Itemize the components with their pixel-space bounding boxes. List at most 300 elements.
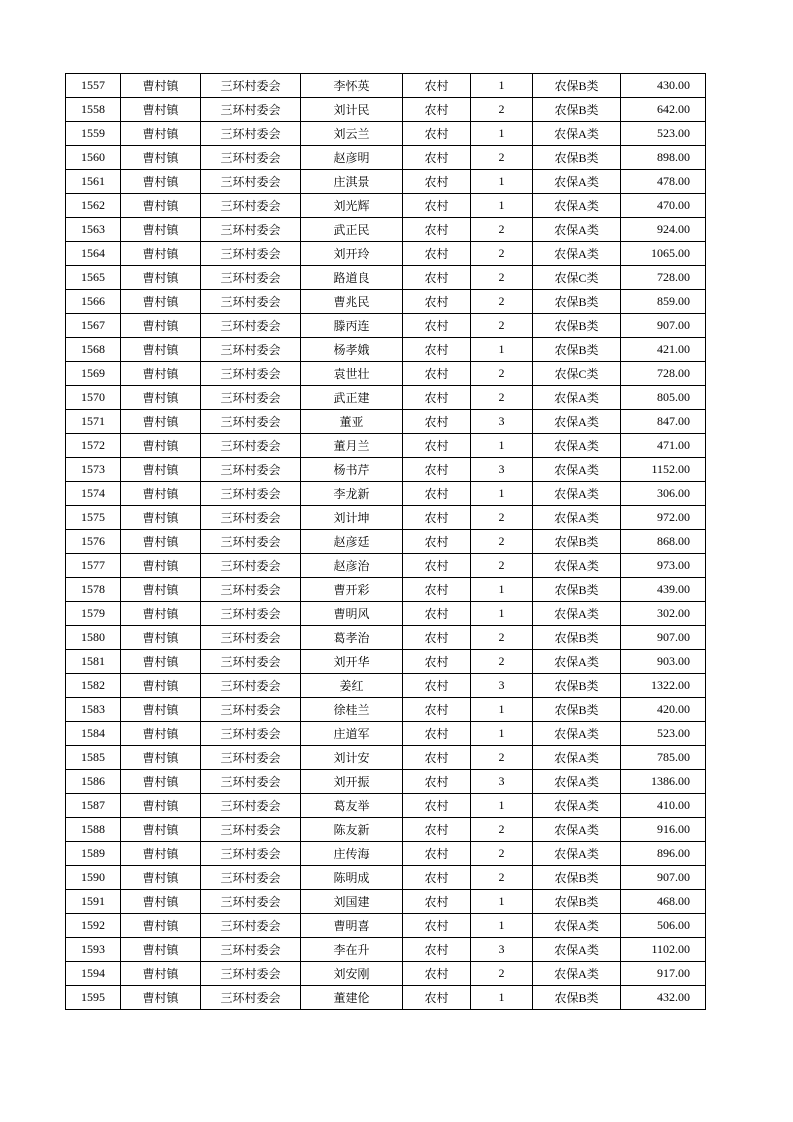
cell-id: 1557: [66, 74, 121, 98]
cell-id: 1595: [66, 986, 121, 1010]
cell-category: 农保A类: [533, 650, 621, 674]
cell-committee: 三环村委会: [201, 626, 301, 650]
cell-committee: 三环村委会: [201, 938, 301, 962]
cell-committee: 三环村委会: [201, 482, 301, 506]
cell-id: 1574: [66, 482, 121, 506]
table-row: [66, 290, 706, 314]
cell-name: 赵彦明: [301, 146, 403, 170]
cell-amount: 468.00: [621, 890, 706, 914]
cell-name: 庄传海: [301, 842, 403, 866]
table-row: [66, 938, 706, 962]
payment-table: [65, 73, 706, 1010]
cell-category: 农保B类: [533, 674, 621, 698]
cell-id: 1567: [66, 314, 121, 338]
cell-amount: 523.00: [621, 122, 706, 146]
cell-amount: 728.00: [621, 362, 706, 386]
cell-id: 1561: [66, 170, 121, 194]
cell-town: 曹村镇: [121, 842, 201, 866]
cell-type: 农村: [403, 482, 471, 506]
cell-amount: 410.00: [621, 794, 706, 818]
cell-amount: 785.00: [621, 746, 706, 770]
table-row: [66, 842, 706, 866]
cell-name: 葛孝治: [301, 626, 403, 650]
cell-count: 3: [471, 674, 533, 698]
cell-count: 1: [471, 578, 533, 602]
cell-count: 1: [471, 602, 533, 626]
cell-name: 武正民: [301, 218, 403, 242]
cell-type: 农村: [403, 242, 471, 266]
cell-name: 李在升: [301, 938, 403, 962]
cell-town: 曹村镇: [121, 98, 201, 122]
table-row: [66, 482, 706, 506]
cell-count: 1: [471, 890, 533, 914]
cell-town: 曹村镇: [121, 218, 201, 242]
cell-committee: 三环村委会: [201, 434, 301, 458]
cell-amount: 924.00: [621, 218, 706, 242]
cell-count: 1: [471, 794, 533, 818]
cell-type: 农村: [403, 578, 471, 602]
cell-town: 曹村镇: [121, 482, 201, 506]
cell-category: 农保A类: [533, 482, 621, 506]
cell-town: 曹村镇: [121, 650, 201, 674]
cell-amount: 907.00: [621, 866, 706, 890]
cell-category: 农保A类: [533, 914, 621, 938]
cell-id: 1584: [66, 722, 121, 746]
table-row: [66, 770, 706, 794]
cell-town: 曹村镇: [121, 314, 201, 338]
cell-category: 农保C类: [533, 362, 621, 386]
cell-name: 陈明成: [301, 866, 403, 890]
cell-id: 1590: [66, 866, 121, 890]
cell-committee: 三环村委会: [201, 986, 301, 1010]
cell-category: 农保C类: [533, 266, 621, 290]
cell-town: 曹村镇: [121, 626, 201, 650]
cell-committee: 三环村委会: [201, 674, 301, 698]
cell-id: 1592: [66, 914, 121, 938]
cell-name: 曹开彩: [301, 578, 403, 602]
cell-committee: 三环村委会: [201, 146, 301, 170]
cell-category: 农保A类: [533, 770, 621, 794]
table-row: [66, 986, 706, 1010]
cell-town: 曹村镇: [121, 122, 201, 146]
cell-amount: 1102.00: [621, 938, 706, 962]
table-row: [66, 554, 706, 578]
cell-count: 2: [471, 290, 533, 314]
cell-id: 1559: [66, 122, 121, 146]
cell-type: 农村: [403, 914, 471, 938]
cell-committee: 三环村委会: [201, 266, 301, 290]
cell-count: 2: [471, 506, 533, 530]
cell-count: 1: [471, 122, 533, 146]
cell-name: 姜红: [301, 674, 403, 698]
cell-amount: 421.00: [621, 338, 706, 362]
cell-type: 农村: [403, 554, 471, 578]
cell-committee: 三环村委会: [201, 554, 301, 578]
cell-category: 农保A类: [533, 434, 621, 458]
cell-name: 杨书芹: [301, 458, 403, 482]
cell-town: 曹村镇: [121, 722, 201, 746]
cell-town: 曹村镇: [121, 242, 201, 266]
cell-id: 1572: [66, 434, 121, 458]
table-row: [66, 98, 706, 122]
cell-committee: 三环村委会: [201, 818, 301, 842]
cell-committee: 三环村委会: [201, 170, 301, 194]
cell-count: 2: [471, 530, 533, 554]
cell-committee: 三环村委会: [201, 914, 301, 938]
cell-committee: 三环村委会: [201, 770, 301, 794]
cell-category: 农保A类: [533, 386, 621, 410]
cell-amount: 642.00: [621, 98, 706, 122]
cell-category: 农保B类: [533, 698, 621, 722]
cell-id: 1564: [66, 242, 121, 266]
cell-amount: 907.00: [621, 626, 706, 650]
cell-amount: 470.00: [621, 194, 706, 218]
cell-amount: 1322.00: [621, 674, 706, 698]
cell-category: 农保A类: [533, 554, 621, 578]
table-row: [66, 626, 706, 650]
cell-id: 1573: [66, 458, 121, 482]
cell-committee: 三环村委会: [201, 650, 301, 674]
cell-amount: 430.00: [621, 74, 706, 98]
cell-town: 曹村镇: [121, 530, 201, 554]
cell-category: 农保A类: [533, 410, 621, 434]
cell-category: 农保B类: [533, 578, 621, 602]
cell-count: 2: [471, 650, 533, 674]
cell-committee: 三环村委会: [201, 386, 301, 410]
cell-type: 农村: [403, 722, 471, 746]
cell-category: 农保A类: [533, 962, 621, 986]
cell-name: 李怀英: [301, 74, 403, 98]
cell-town: 曹村镇: [121, 554, 201, 578]
cell-town: 曹村镇: [121, 194, 201, 218]
cell-type: 农村: [403, 98, 471, 122]
cell-amount: 1386.00: [621, 770, 706, 794]
cell-name: 曹明喜: [301, 914, 403, 938]
cell-name: 曹兆民: [301, 290, 403, 314]
cell-committee: 三环村委会: [201, 74, 301, 98]
cell-committee: 三环村委会: [201, 458, 301, 482]
cell-type: 农村: [403, 698, 471, 722]
cell-amount: 1065.00: [621, 242, 706, 266]
table-row: [66, 146, 706, 170]
table-row: [66, 794, 706, 818]
cell-type: 农村: [403, 194, 471, 218]
table-row: [66, 74, 706, 98]
cell-committee: 三环村委会: [201, 866, 301, 890]
cell-id: 1576: [66, 530, 121, 554]
cell-id: 1562: [66, 194, 121, 218]
cell-name: 曹明风: [301, 602, 403, 626]
cell-category: 农保B类: [533, 890, 621, 914]
cell-type: 农村: [403, 434, 471, 458]
cell-id: 1563: [66, 218, 121, 242]
cell-count: 2: [471, 554, 533, 578]
cell-amount: 898.00: [621, 146, 706, 170]
cell-town: 曹村镇: [121, 386, 201, 410]
cell-name: 李龙新: [301, 482, 403, 506]
cell-id: 1585: [66, 746, 121, 770]
cell-category: 农保B类: [533, 98, 621, 122]
cell-id: 1578: [66, 578, 121, 602]
cell-category: 农保A类: [533, 194, 621, 218]
cell-name: 刘国建: [301, 890, 403, 914]
cell-town: 曹村镇: [121, 866, 201, 890]
cell-count: 2: [471, 314, 533, 338]
cell-town: 曹村镇: [121, 770, 201, 794]
cell-type: 农村: [403, 890, 471, 914]
cell-name: 赵彦廷: [301, 530, 403, 554]
cell-name: 刘光辉: [301, 194, 403, 218]
cell-town: 曹村镇: [121, 410, 201, 434]
cell-category: 农保A类: [533, 794, 621, 818]
cell-amount: 420.00: [621, 698, 706, 722]
cell-town: 曹村镇: [121, 434, 201, 458]
cell-type: 农村: [403, 938, 471, 962]
cell-town: 曹村镇: [121, 698, 201, 722]
cell-type: 农村: [403, 650, 471, 674]
cell-count: 1: [471, 698, 533, 722]
cell-amount: 916.00: [621, 818, 706, 842]
cell-type: 农村: [403, 338, 471, 362]
cell-category: 农保A类: [533, 170, 621, 194]
cell-amount: 523.00: [621, 722, 706, 746]
cell-count: 3: [471, 770, 533, 794]
cell-count: 2: [471, 242, 533, 266]
cell-type: 农村: [403, 986, 471, 1010]
cell-town: 曹村镇: [121, 746, 201, 770]
cell-count: 2: [471, 962, 533, 986]
cell-category: 农保B类: [533, 986, 621, 1010]
cell-type: 农村: [403, 458, 471, 482]
cell-count: 2: [471, 818, 533, 842]
cell-type: 农村: [403, 362, 471, 386]
cell-committee: 三环村委会: [201, 338, 301, 362]
cell-amount: 972.00: [621, 506, 706, 530]
cell-category: 农保B类: [533, 530, 621, 554]
cell-count: 1: [471, 722, 533, 746]
cell-name: 刘安刚: [301, 962, 403, 986]
cell-committee: 三环村委会: [201, 242, 301, 266]
table-row: [66, 242, 706, 266]
cell-id: 1591: [66, 890, 121, 914]
cell-id: 1565: [66, 266, 121, 290]
cell-amount: 728.00: [621, 266, 706, 290]
cell-amount: 805.00: [621, 386, 706, 410]
cell-id: 1566: [66, 290, 121, 314]
table-row: [66, 338, 706, 362]
cell-amount: 868.00: [621, 530, 706, 554]
cell-type: 农村: [403, 74, 471, 98]
cell-town: 曹村镇: [121, 266, 201, 290]
cell-id: 1575: [66, 506, 121, 530]
cell-town: 曹村镇: [121, 506, 201, 530]
cell-type: 农村: [403, 218, 471, 242]
cell-committee: 三环村委会: [201, 218, 301, 242]
cell-committee: 三环村委会: [201, 890, 301, 914]
table-row: [66, 722, 706, 746]
cell-id: 1571: [66, 410, 121, 434]
cell-amount: 896.00: [621, 842, 706, 866]
cell-name: 陈友新: [301, 818, 403, 842]
table-row: [66, 890, 706, 914]
table-row: [66, 602, 706, 626]
cell-count: 1: [471, 338, 533, 362]
cell-committee: 三环村委会: [201, 578, 301, 602]
cell-id: 1579: [66, 602, 121, 626]
cell-type: 农村: [403, 602, 471, 626]
cell-name: 赵彦治: [301, 554, 403, 578]
cell-count: 1: [471, 482, 533, 506]
table-row: [66, 650, 706, 674]
cell-id: 1580: [66, 626, 121, 650]
cell-id: 1569: [66, 362, 121, 386]
table-row: [66, 386, 706, 410]
cell-category: 农保A类: [533, 818, 621, 842]
cell-town: 曹村镇: [121, 578, 201, 602]
cell-amount: 506.00: [621, 914, 706, 938]
cell-count: 3: [471, 410, 533, 434]
cell-name: 董月兰: [301, 434, 403, 458]
table-row: [66, 458, 706, 482]
cell-amount: 847.00: [621, 410, 706, 434]
cell-town: 曹村镇: [121, 458, 201, 482]
cell-category: 农保B类: [533, 338, 621, 362]
table-row: [66, 122, 706, 146]
cell-type: 农村: [403, 530, 471, 554]
cell-name: 庄道军: [301, 722, 403, 746]
cell-id: 1570: [66, 386, 121, 410]
table-row: [66, 266, 706, 290]
cell-type: 农村: [403, 170, 471, 194]
table-row: [66, 866, 706, 890]
cell-id: 1588: [66, 818, 121, 842]
cell-committee: 三环村委会: [201, 362, 301, 386]
cell-name: 刘开华: [301, 650, 403, 674]
cell-town: 曹村镇: [121, 962, 201, 986]
cell-type: 农村: [403, 794, 471, 818]
cell-amount: 907.00: [621, 314, 706, 338]
cell-count: 2: [471, 98, 533, 122]
cell-committee: 三环村委会: [201, 122, 301, 146]
cell-count: 2: [471, 362, 533, 386]
cell-category: 农保B类: [533, 290, 621, 314]
table-row: [66, 194, 706, 218]
cell-type: 农村: [403, 314, 471, 338]
cell-id: 1589: [66, 842, 121, 866]
cell-town: 曹村镇: [121, 602, 201, 626]
cell-count: 2: [471, 746, 533, 770]
cell-type: 农村: [403, 626, 471, 650]
cell-type: 农村: [403, 866, 471, 890]
cell-count: 3: [471, 458, 533, 482]
cell-town: 曹村镇: [121, 290, 201, 314]
cell-committee: 三环村委会: [201, 410, 301, 434]
cell-town: 曹村镇: [121, 170, 201, 194]
cell-category: 农保A类: [533, 122, 621, 146]
table-row: [66, 170, 706, 194]
table-row: [66, 914, 706, 938]
cell-committee: 三环村委会: [201, 962, 301, 986]
cell-name: 刘计安: [301, 746, 403, 770]
cell-type: 农村: [403, 962, 471, 986]
cell-name: 董亚: [301, 410, 403, 434]
cell-count: 2: [471, 386, 533, 410]
cell-committee: 三环村委会: [201, 98, 301, 122]
cell-category: 农保A类: [533, 506, 621, 530]
cell-type: 农村: [403, 266, 471, 290]
cell-category: 农保A类: [533, 842, 621, 866]
cell-committee: 三环村委会: [201, 794, 301, 818]
cell-amount: 439.00: [621, 578, 706, 602]
cell-id: 1582: [66, 674, 121, 698]
cell-id: 1593: [66, 938, 121, 962]
cell-name: 葛友举: [301, 794, 403, 818]
table-row: [66, 530, 706, 554]
cell-committee: 三环村委会: [201, 506, 301, 530]
cell-id: 1586: [66, 770, 121, 794]
cell-type: 农村: [403, 818, 471, 842]
cell-count: 1: [471, 74, 533, 98]
cell-count: 1: [471, 194, 533, 218]
cell-committee: 三环村委会: [201, 530, 301, 554]
cell-category: 农保A类: [533, 746, 621, 770]
cell-town: 曹村镇: [121, 794, 201, 818]
cell-id: 1558: [66, 98, 121, 122]
cell-count: 2: [471, 218, 533, 242]
cell-town: 曹村镇: [121, 146, 201, 170]
cell-committee: 三环村委会: [201, 842, 301, 866]
cell-amount: 471.00: [621, 434, 706, 458]
cell-count: 1: [471, 170, 533, 194]
cell-name: 刘开玲: [301, 242, 403, 266]
cell-name: 徐桂兰: [301, 698, 403, 722]
cell-id: 1568: [66, 338, 121, 362]
table-row: [66, 578, 706, 602]
cell-name: 董建伦: [301, 986, 403, 1010]
cell-type: 农村: [403, 146, 471, 170]
cell-amount: 917.00: [621, 962, 706, 986]
cell-name: 刘云兰: [301, 122, 403, 146]
cell-amount: 1152.00: [621, 458, 706, 482]
cell-count: 2: [471, 842, 533, 866]
cell-category: 农保B类: [533, 866, 621, 890]
table-row: [66, 314, 706, 338]
cell-count: 2: [471, 146, 533, 170]
cell-type: 农村: [403, 746, 471, 770]
cell-category: 农保A类: [533, 722, 621, 746]
cell-type: 农村: [403, 674, 471, 698]
cell-amount: 859.00: [621, 290, 706, 314]
cell-type: 农村: [403, 506, 471, 530]
cell-amount: 478.00: [621, 170, 706, 194]
cell-type: 农村: [403, 386, 471, 410]
cell-name: 路道良: [301, 266, 403, 290]
cell-category: 农保B类: [533, 146, 621, 170]
table-row: [66, 818, 706, 842]
cell-name: 袁世壮: [301, 362, 403, 386]
cell-committee: 三环村委会: [201, 746, 301, 770]
table-row: [66, 218, 706, 242]
cell-count: 3: [471, 938, 533, 962]
cell-amount: 306.00: [621, 482, 706, 506]
cell-town: 曹村镇: [121, 338, 201, 362]
cell-id: 1594: [66, 962, 121, 986]
cell-committee: 三环村委会: [201, 314, 301, 338]
cell-amount: 973.00: [621, 554, 706, 578]
cell-type: 农村: [403, 410, 471, 434]
cell-name: 刘计民: [301, 98, 403, 122]
table-row: [66, 362, 706, 386]
